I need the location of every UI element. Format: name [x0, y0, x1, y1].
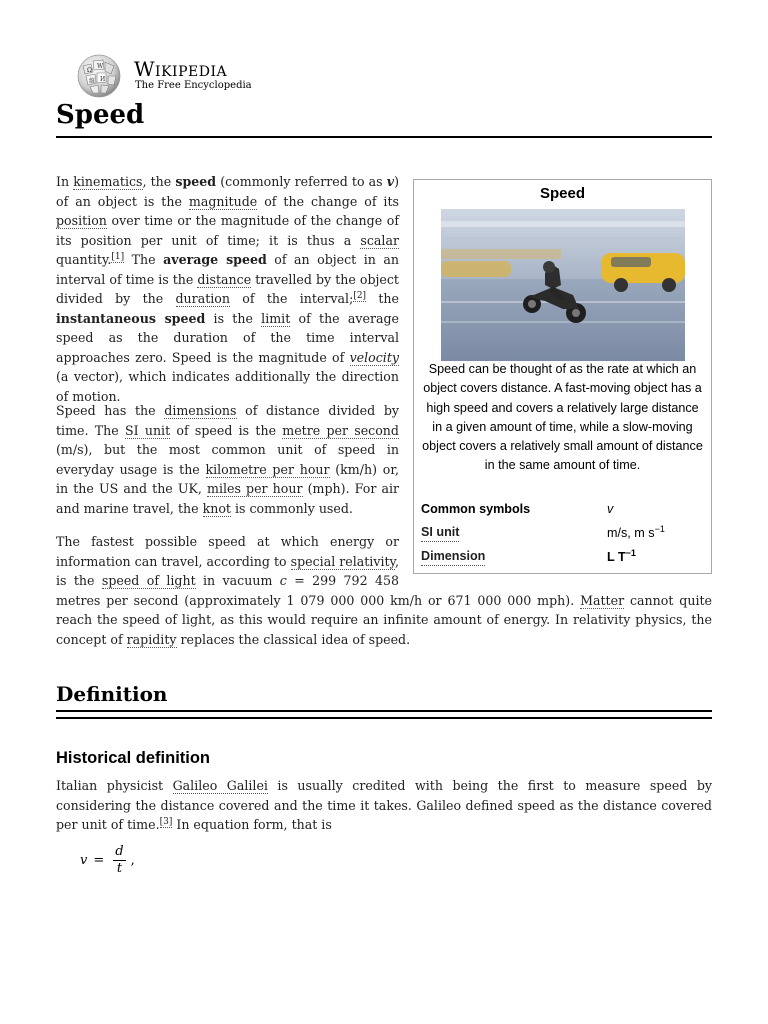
link-distance[interactable]: distance: [197, 271, 252, 287]
citation-2[interactable]: [2]: [353, 290, 367, 301]
relativity-paragraph: The fastest possible speed at which energy or information can travel, according to special relativity, is the speed of light in vacuum c = 299 792 458 metres per second (approximately 1 079 000 000 km/h or 671 000 000 mph). Matter cannot quite reach the speed of light, as this would require an infinite amount of energy. In relativity physics, the concept of rapidity replaces the classical idea of speed.: [56, 534, 712, 647]
link-rapidity[interactable]: rapidity: [126, 631, 177, 647]
subsection-heading-historical: Historical definition: [56, 749, 211, 767]
infobox-value: L $T^{-1}$: [607, 547, 636, 564]
units-paragraph: Speed has the dimensions of distance divided by time. The SI unit of speed is the metre per second (m/s), but the most common unit of speed in everyday usage is the kilometre per hour (km/h) or, in the US and the UK, miles per hour (mph). For air and marine travel, the knot is commonly used.: [56, 403, 400, 516]
si-unit-link[interactable]: SI unit: [421, 523, 459, 542]
infobox-value: m/s, m $s^{-1}$: [607, 523, 665, 540]
speed-formula: [80, 844, 135, 877]
link-si-unit[interactable]: SI unit: [124, 422, 171, 438]
infobox-value: v: [607, 502, 614, 516]
link-matter[interactable]: Matter: [580, 592, 625, 608]
link-scalar[interactable]: scalar: [360, 232, 399, 248]
infobox: [413, 179, 712, 574]
intro-paragraph: In kinematics, the speed (commonly referred to as v) of an object is the magnitude of the change of its position over time or the magnitude of the change of its position per unit of time; it is thus a scalar quantity.[1] The average speed of an object in an interval of time is the distance travelled by the object divided by the duration of the interval;[2] the instantaneous speed is the limit of the average speed as the duration of the time interval approaches zero. Speed is the magnitude of velocity (a vector), which indicates additionally the direction of motion.: [56, 174, 399, 404]
formula-denominator: t: [116, 861, 123, 876]
svg-text:Ω: Ω: [87, 67, 92, 74]
dimension-link[interactable]: Dimension: [421, 547, 485, 566]
link-speed-of-light[interactable]: speed of light: [101, 573, 196, 588]
page-title: Speed: [56, 100, 145, 130]
historical-paragraph: Italian physicist Galileo Galilei is usually credited with being the first to measure speed by considering the distance covered and the time it takes. Galileo defined speed as the distance covered per unit of time.[3] In equation form, that is: [56, 778, 713, 832]
link-duration[interactable]: duration: [175, 291, 230, 306]
link-kinematics[interactable]: kinematics: [73, 174, 143, 189]
link-metre-per-second[interactable]: metre per second: [282, 422, 399, 438]
formula-equals: =: [93, 853, 105, 868]
formula-numerator: d: [115, 844, 124, 859]
title-divider: [56, 136, 712, 138]
link-miles-per-hour[interactable]: miles per hour: [207, 481, 303, 496]
infobox-title: Speed: [539, 185, 585, 202]
section-heading-definition: Definition: [56, 682, 168, 706]
link-dimensions[interactable]: dimensions: [164, 403, 237, 418]
formula-lhs: v: [80, 853, 88, 868]
site-tagline: The Free Encyclopedia: [135, 80, 252, 91]
link-kilometre-per-hour[interactable]: kilometre per hour: [205, 461, 330, 477]
section-divider: [56, 710, 712, 712]
link-special-relativity[interactable]: special relativity: [290, 553, 395, 569]
site-wordmark: Wikipedia: [134, 57, 228, 81]
citation-1[interactable]: [1]: [111, 251, 125, 262]
wikipedia-globe-icon: [74, 52, 124, 98]
infobox-label: Common symbols: [421, 502, 531, 516]
link-knot[interactable]: knot: [202, 500, 231, 516]
svg-text:И: И: [100, 76, 106, 83]
link-position[interactable]: position: [56, 213, 107, 228]
infobox-image[interactable]: [441, 209, 685, 361]
wikipedia-logo[interactable]: [74, 52, 274, 98]
citation-3[interactable]: [3]: [159, 816, 173, 827]
svg-text:維: 維: [89, 78, 96, 85]
formula-fraction: [113, 844, 125, 877]
motorcycle-photo-image: [441, 209, 685, 361]
svg-text:W: W: [97, 63, 104, 70]
formula-trailing: ,: [130, 853, 135, 868]
link-galileo-galilei[interactable]: Galileo Galilei: [172, 778, 268, 793]
link-velocity[interactable]: velocity: [349, 349, 399, 365]
section-divider: [56, 717, 712, 719]
link-limit[interactable]: limit: [261, 310, 291, 326]
link-magnitude[interactable]: magnitude: [188, 193, 258, 209]
infobox-row-symbols: [421, 499, 705, 519]
infobox-caption: Speed can be thought of as the rate at which an object covers distance. A fast-moving object has a high speed and covers a relatively large distance in a given amount of time, while a slow-moving object covers a relatively small amount of distance in the same amount of time.: [422, 362, 703, 473]
